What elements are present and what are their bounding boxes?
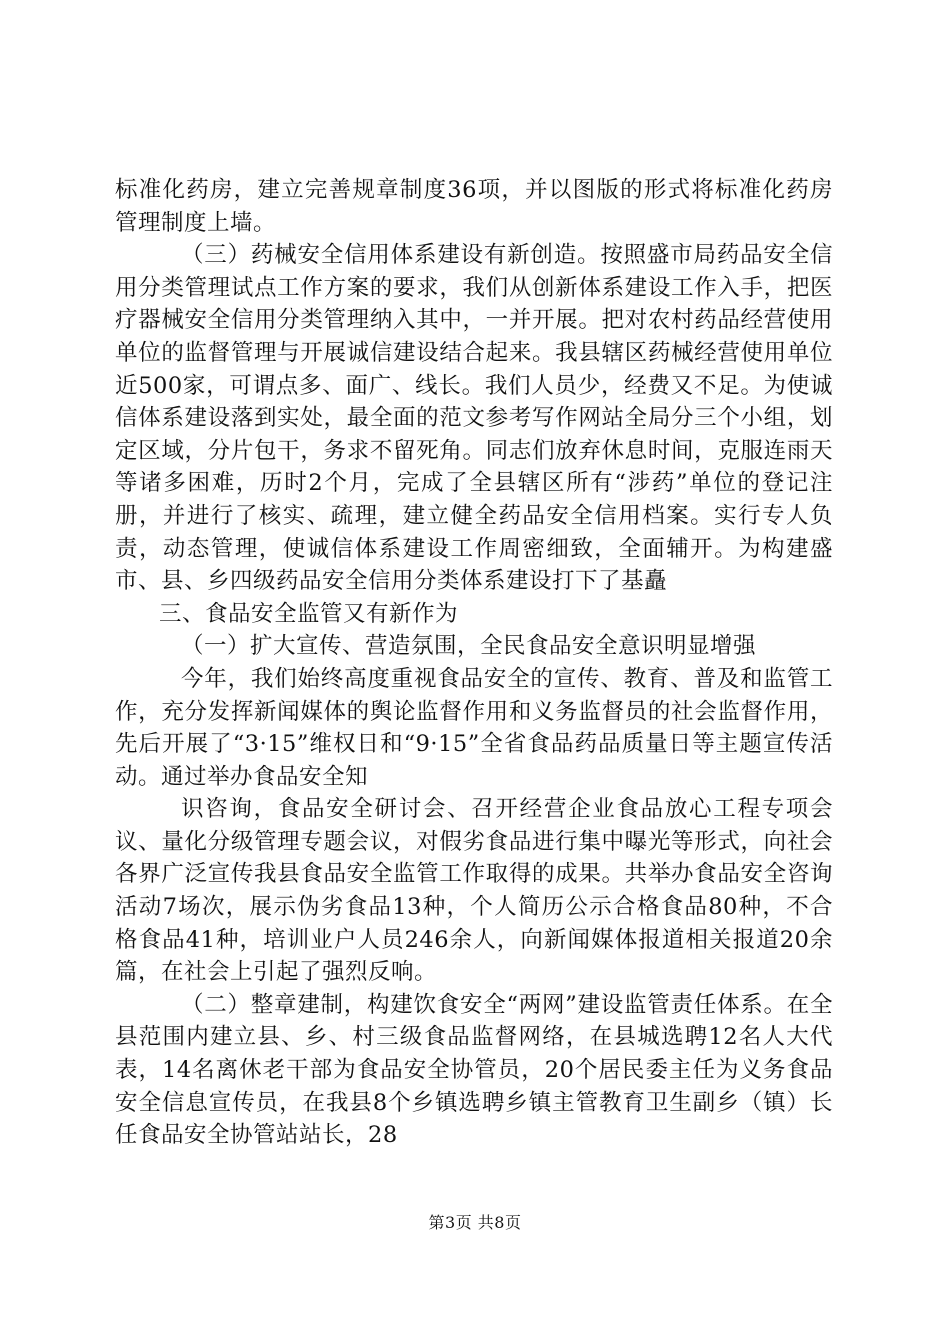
paragraph-continuation: 标准化药房，建立完善规章制度36项，并以图版的形式将标准化药房管理制度上墙。	[115, 177, 833, 236]
document-body	[115, 174, 833, 1152]
subheading-publicity: （一）扩大宣传、营造氛围，全民食品安全意识明显增强	[181, 633, 757, 660]
paragraph-two-networks: （二）整章建制，构建饮食安全“两网”建设监管责任体系。在全县范围内建立县、乡、村三级食品监督网络，在县城选聘12名人大代表，14名离休老干部为食品安全协管员，20个居民委主任为义务食品安全信息宣传员，在我县8个乡镇选聘乡镇主管教育卫生副乡（镇）长任食品安全协管站站长，28	[115, 991, 833, 1149]
paragraph-publicity-work: 今年，我们始终高度重视食品安全的宣传、教育、普及和监管工作，充分发挥新闻媒体的舆论监督作用和义务监督员的社会监督作用，先后开展了“3·15”维权日和“9·15”全省食品药品质量日等主题宣传活动。通过举办食品安全知	[115, 665, 833, 790]
page-number-footer: 第3页 共8页	[428, 1213, 522, 1232]
section-heading-food-safety: 三、食品安全监管又有新作为	[159, 600, 459, 627]
paragraph-credit-system: （三）药械安全信用体系建设有新创造。按照盛市局药品安全信用分类管理试点工作方案的要求，我们从创新体系建设工作入手，把医疗器械安全信用分类管理纳入其中，一并开展。把对农村药品经营使用单位的监督管理与开展诚信建设结合起来。我县辖区药械经营使用单位近500家，可谓点多、面广、线长。我们人员少，经费又不足。为使诚信体系建设落到实处，最全面的范文参考写作网站全局分三个小组，划定区域，分片包干，务求不留死角。同志们放弃休息时间，克服连雨天等诸多困难，历时2个月，完成了全县辖区所有“涉药”单位的登记注册，并进行了核实、疏理，建立健全药品安全信用档案。实行专人负责，动态管理，使诚信体系建设工作周密细致，全面辅开。为构建盛市、县、乡四级药品安全信用分类体系建设打下了基矗	[115, 242, 833, 595]
paragraph-publicity-results: 识咨询，食品安全研讨会、召开经营企业食品放心工程专项会议、量化分级管理专题会议，对假劣食品进行集中曝光等形式，向社会各界广泛宣传我县食品安全监管工作取得的成果。共举办食品安全咨询活动7场次，展示伪劣食品13种，个人简历公示合格食品80种，不合格食品41种，培训业户人员246余人，向新闻媒体报道相关报道20余篇，在社会上引起了强烈反响。	[115, 796, 833, 986]
